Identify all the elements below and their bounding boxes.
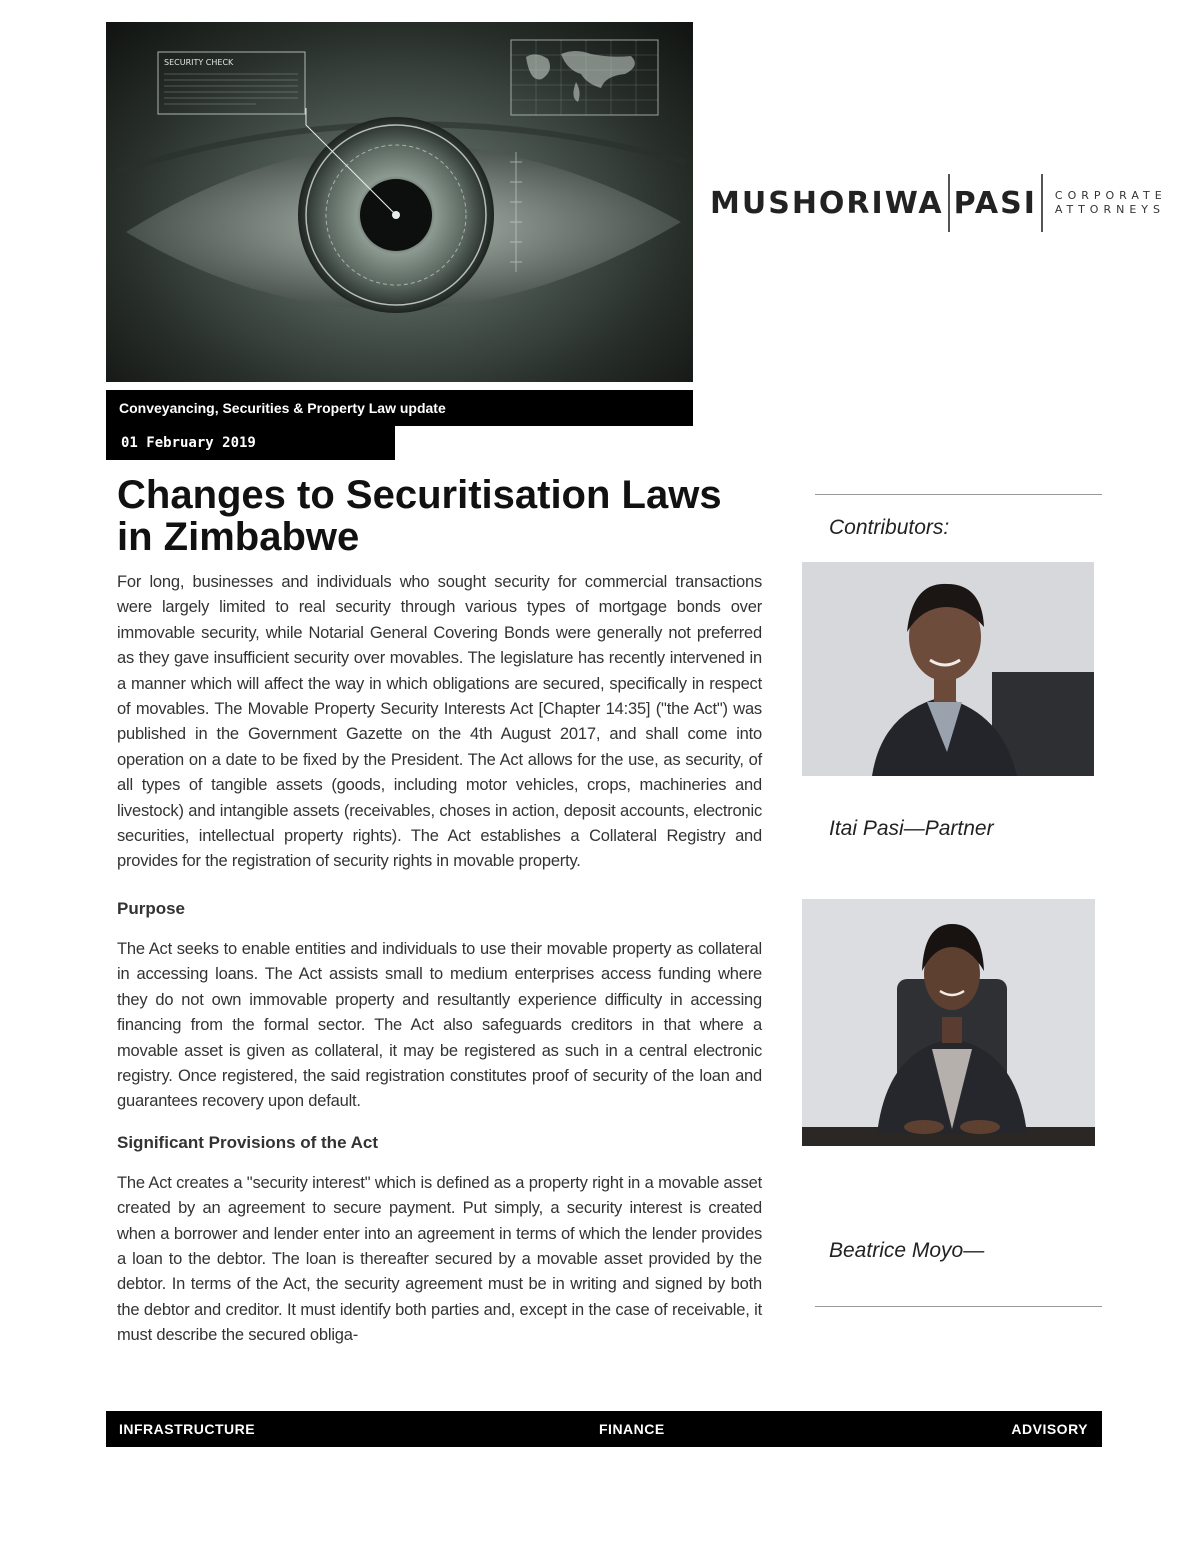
sidebar-top-rule xyxy=(815,494,1102,495)
heading-provisions: Significant Provisions of the Act xyxy=(117,1132,379,1152)
heading-purpose: Purpose xyxy=(117,898,186,918)
contributors-label: Contributors: xyxy=(829,516,950,539)
hero-eye-image xyxy=(106,22,693,382)
purpose-paragraph: The Act seeks to enable entities and individuals to use their movable property as collateral in accessing loans. The Act assists small to medium enterprises access funding where they do not own immovable property and resultantly experience difficulty in accessing financing from the formal sector. The Act also safeguards creditors in that where a movable asset is given as collateral, it may be registered as such in a central electronic registry. Once registered, the said registration constitutes proof of security of the loan and guarantees recovery upon default. xyxy=(117,939,762,1111)
category-band xyxy=(106,390,693,426)
logo-subtitle xyxy=(1047,189,1167,217)
logo-name-right: PASI xyxy=(953,185,1037,221)
footer-finance: FINANCE xyxy=(599,1421,665,1437)
logo-divider xyxy=(1041,174,1043,232)
firm-logo xyxy=(710,172,1167,234)
article-title: Changes to Securitisation Laws in Zimbabwe xyxy=(117,473,722,559)
contributor-photo-itai-pasi xyxy=(802,562,1094,776)
contributor-name-1: Itai Pasi—Partner xyxy=(829,817,994,840)
footer-band xyxy=(106,1411,1102,1447)
footer-infrastructure: INFRASTRUCTURE xyxy=(119,1421,256,1437)
article-body xyxy=(117,570,762,1349)
logo-subtitle-line1: CORPORATE xyxy=(1054,189,1167,202)
intro-paragraph: For long, businesses and individuals who sought security for commercial transactions were largely limited to real security through various types of mortgage bonds over immovable security, while Notarial General Covering Bonds were generally not preferred as they gave insufficient security over movables. The legislature has recently intervened in a manner which will affect the way in which obligations are secured, specifically in respect of movables. The Movable Property Security Interests Act [Chapter 14:35] ("the Act") was published in the Government Gazette on the 4th August 2017, and shall come into operation on a date to be fixed by the President. The Act allows for the use, as security, of all types of tangible assets (goods, including motor vehicles, crops, machineries and livestock) and intangible assets (receivables, choses in action, deposit accounts, electronic securities, intellectual property rights). The Act establishes a Collateral Registry and provides for the registration of security rights in movable property. xyxy=(117,573,762,871)
hud-panel-label: SECURITY CHECK xyxy=(164,58,234,67)
logo-divider xyxy=(948,174,950,232)
logo-name-left: MUSHORIWA xyxy=(710,185,944,221)
sidebar-bottom-rule xyxy=(815,1306,1102,1307)
category-label: Conveyancing, Securities & Property Law update xyxy=(119,400,446,416)
date-band xyxy=(106,426,395,460)
provisions-paragraph: The Act creates a "security interest" which is defined as a property right in a movable asset created by an agreement to secure payment. Put simply, a security interest is created when a borrower and lender enter into an agreement in terms of which the lender provides a loan to the debtor. The loan is thereafter secured by a movable asset provided by the debtor. In terms of the Act, the security agreement must be in writing and signed by both the debtor and creditor. It must identify both parties and, except in the case of receivable, it must describe the secured obliga- xyxy=(117,1173,762,1345)
footer-advisory: ADVISORY xyxy=(1011,1421,1088,1437)
logo-subtitle-line2: ATTORNEYS xyxy=(1054,203,1165,216)
contributor-photo-beatrice-moyo xyxy=(802,899,1095,1146)
contributor-name-2: Beatrice Moyo— xyxy=(829,1239,985,1262)
issue-date: 01 February 2019 xyxy=(121,435,256,451)
